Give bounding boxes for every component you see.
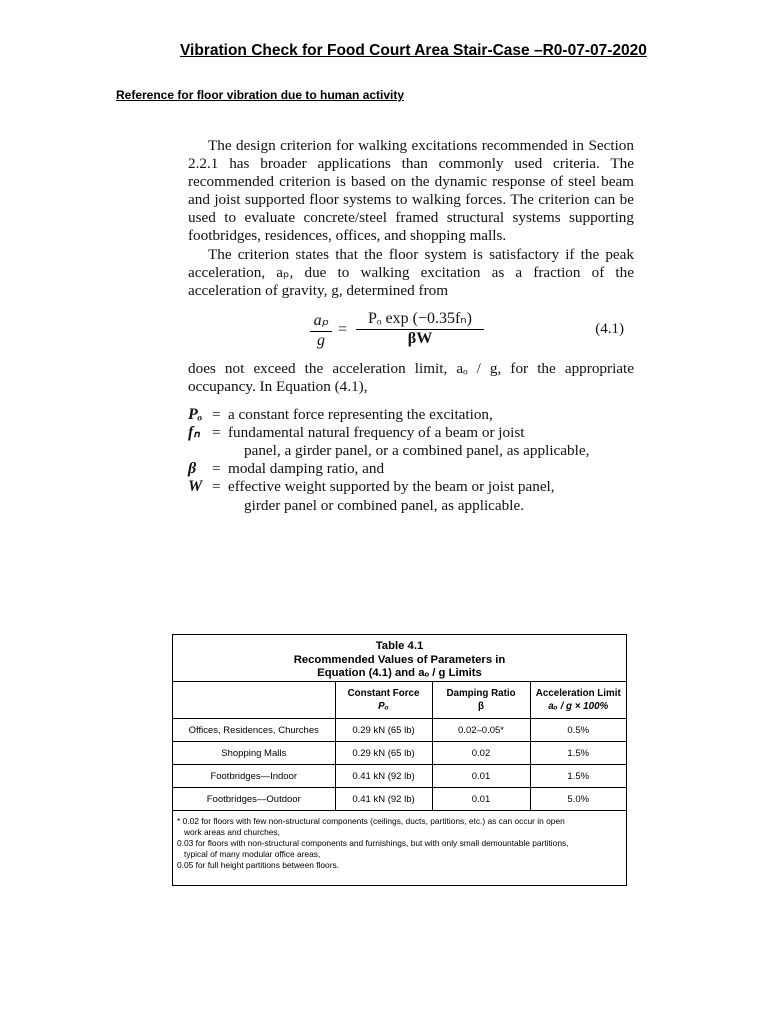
cell-limit: 1.5% bbox=[530, 765, 626, 788]
table-header-row bbox=[173, 682, 626, 719]
footnote-line: work areas and churches, bbox=[184, 827, 280, 837]
table-row bbox=[173, 719, 626, 742]
footnote-line: typical of many modular office areas, bbox=[184, 849, 321, 859]
excerpt-paragraph-2: The criterion states that the floor system is satisfactory if the peak acceleration, aₚ, due to walking excitation as a fraction of the acceleration of gravity, g, determined from bbox=[188, 245, 634, 299]
excerpt-paragraph-1: The design criterion for walking excitations recommended in Section 2.2.1 has broader applications than commonly used criteria. The recommended criterion is based on the dynamic response of steel beam and joist supported floor systems to walking forces. The criterion can be used to evaluate concrete/steel framed structural systems supporting footbridges, residences, offices, and shopping malls. bbox=[188, 137, 634, 245]
parameters-table bbox=[173, 682, 626, 811]
footnote-line: 0.05 for full height partitions between floors. bbox=[177, 860, 340, 870]
table-footnotes bbox=[173, 811, 626, 871]
equation-rhs-denominator: βW bbox=[407, 329, 433, 347]
reference-heading: Reference for floor vibration due to human activity bbox=[116, 88, 405, 102]
equation-lhs-denominator: g bbox=[317, 331, 325, 349]
cell-force: 0.29 kN (65 lb) bbox=[335, 719, 432, 742]
cell-limit: 5.0% bbox=[530, 788, 626, 811]
definition-text-block bbox=[228, 424, 634, 460]
definition-row bbox=[188, 460, 634, 478]
definition-text: fundamental natural frequency of a beam or joist bbox=[228, 424, 525, 442]
definition-text: effective weight supported by the beam or joist panel, bbox=[228, 478, 555, 496]
header-damping-ratio-label: Damping Ratio bbox=[446, 688, 516, 699]
header-damping-ratio bbox=[432, 682, 530, 719]
table-caption bbox=[173, 635, 626, 682]
scanned-excerpt bbox=[188, 137, 634, 515]
definition-text: modal damping ratio, and bbox=[228, 460, 385, 478]
header-constant-force-symbol: Pₒ bbox=[378, 701, 389, 712]
definition-equals: = bbox=[212, 478, 221, 496]
definition-continuation: girder panel or combined panel, as applicable. bbox=[244, 496, 525, 514]
parameters-table-figure bbox=[172, 634, 627, 886]
header-damping-ratio-symbol: β bbox=[478, 701, 484, 712]
definition-row bbox=[188, 406, 634, 424]
definition-text: a constant force representing the excitation, bbox=[228, 406, 493, 424]
table-caption-line-3: Equation (4.1) and aₒ / g Limits bbox=[317, 667, 482, 679]
header-occupancy bbox=[173, 682, 335, 719]
definition-symbol: β bbox=[188, 460, 197, 478]
table-row bbox=[173, 788, 626, 811]
cell-occupancy: Offices, Residences, Churches bbox=[173, 719, 335, 742]
header-acceleration-limit-symbol: aₒ / g × 100% bbox=[548, 701, 609, 712]
cell-damping: 0.02–0.05* bbox=[432, 719, 530, 742]
definition-equals: = bbox=[212, 460, 221, 478]
cell-damping: 0.02 bbox=[432, 742, 530, 765]
equation-equals: = bbox=[338, 320, 348, 338]
definition-row bbox=[188, 478, 634, 514]
header-constant-force bbox=[335, 682, 432, 719]
cell-occupancy: Footbridges—Outdoor bbox=[173, 788, 335, 811]
table-caption-line-2: Recommended Values of Parameters in bbox=[293, 653, 506, 666]
table-row bbox=[173, 765, 626, 788]
definition-row bbox=[188, 424, 634, 460]
header-constant-force-label: Constant Force bbox=[347, 688, 420, 699]
cell-limit: 1.5% bbox=[530, 742, 626, 765]
equation-rhs-numerator: Pₒ exp (−0.35fₙ) bbox=[356, 310, 484, 330]
table-row bbox=[173, 742, 626, 765]
cell-damping: 0.01 bbox=[432, 788, 530, 811]
equation-4-1 bbox=[188, 306, 634, 356]
definition-symbol: fₙ bbox=[188, 424, 200, 442]
cell-occupancy: Footbridges—Indoor bbox=[173, 765, 335, 788]
footnote-line: * 0.02 for floors with few non-structural components (ceilings, ducts, partitions, etc.) as can occur in open bbox=[177, 816, 565, 826]
equation-lhs-numerator: aₚ bbox=[310, 312, 332, 332]
excerpt-paragraph-3: does not exceed the acceleration limit, aₒ / g, for the appropriate occupancy. In Equation (4.1), bbox=[188, 359, 634, 395]
cell-force: 0.29 kN (65 lb) bbox=[335, 742, 432, 765]
header-acceleration-limit bbox=[530, 682, 626, 719]
document-title: Vibration Check for Food Court Area Stair-Case –R0-07-07-2020 bbox=[180, 42, 647, 59]
equation-rhs bbox=[356, 310, 484, 348]
definition-equals: = bbox=[212, 406, 221, 424]
definition-continuation: panel, a girder panel, or a combined panel, as applicable, bbox=[244, 442, 590, 460]
header-acceleration-limit-label: Acceleration Limit bbox=[535, 688, 621, 699]
cell-force: 0.41 kN (92 lb) bbox=[335, 788, 432, 811]
cell-damping: 0.01 bbox=[432, 765, 530, 788]
footnote-line: 0.03 for floors with non-structural components and furnishings, but with only small demountable partitions, bbox=[177, 838, 569, 848]
equation-number: (4.1) bbox=[595, 320, 624, 337]
equation-lhs bbox=[310, 312, 332, 350]
table-caption-line-1: Table 4.1 bbox=[375, 640, 424, 652]
definition-equals: = bbox=[212, 424, 221, 442]
definition-symbol: W bbox=[188, 478, 203, 496]
cell-limit: 0.5% bbox=[530, 719, 626, 742]
definition-symbol: Pₒ bbox=[188, 406, 203, 424]
symbol-definitions bbox=[188, 406, 634, 515]
definition-text-block bbox=[228, 478, 634, 514]
cell-force: 0.41 kN (92 lb) bbox=[335, 765, 432, 788]
cell-occupancy: Shopping Malls bbox=[173, 742, 335, 765]
